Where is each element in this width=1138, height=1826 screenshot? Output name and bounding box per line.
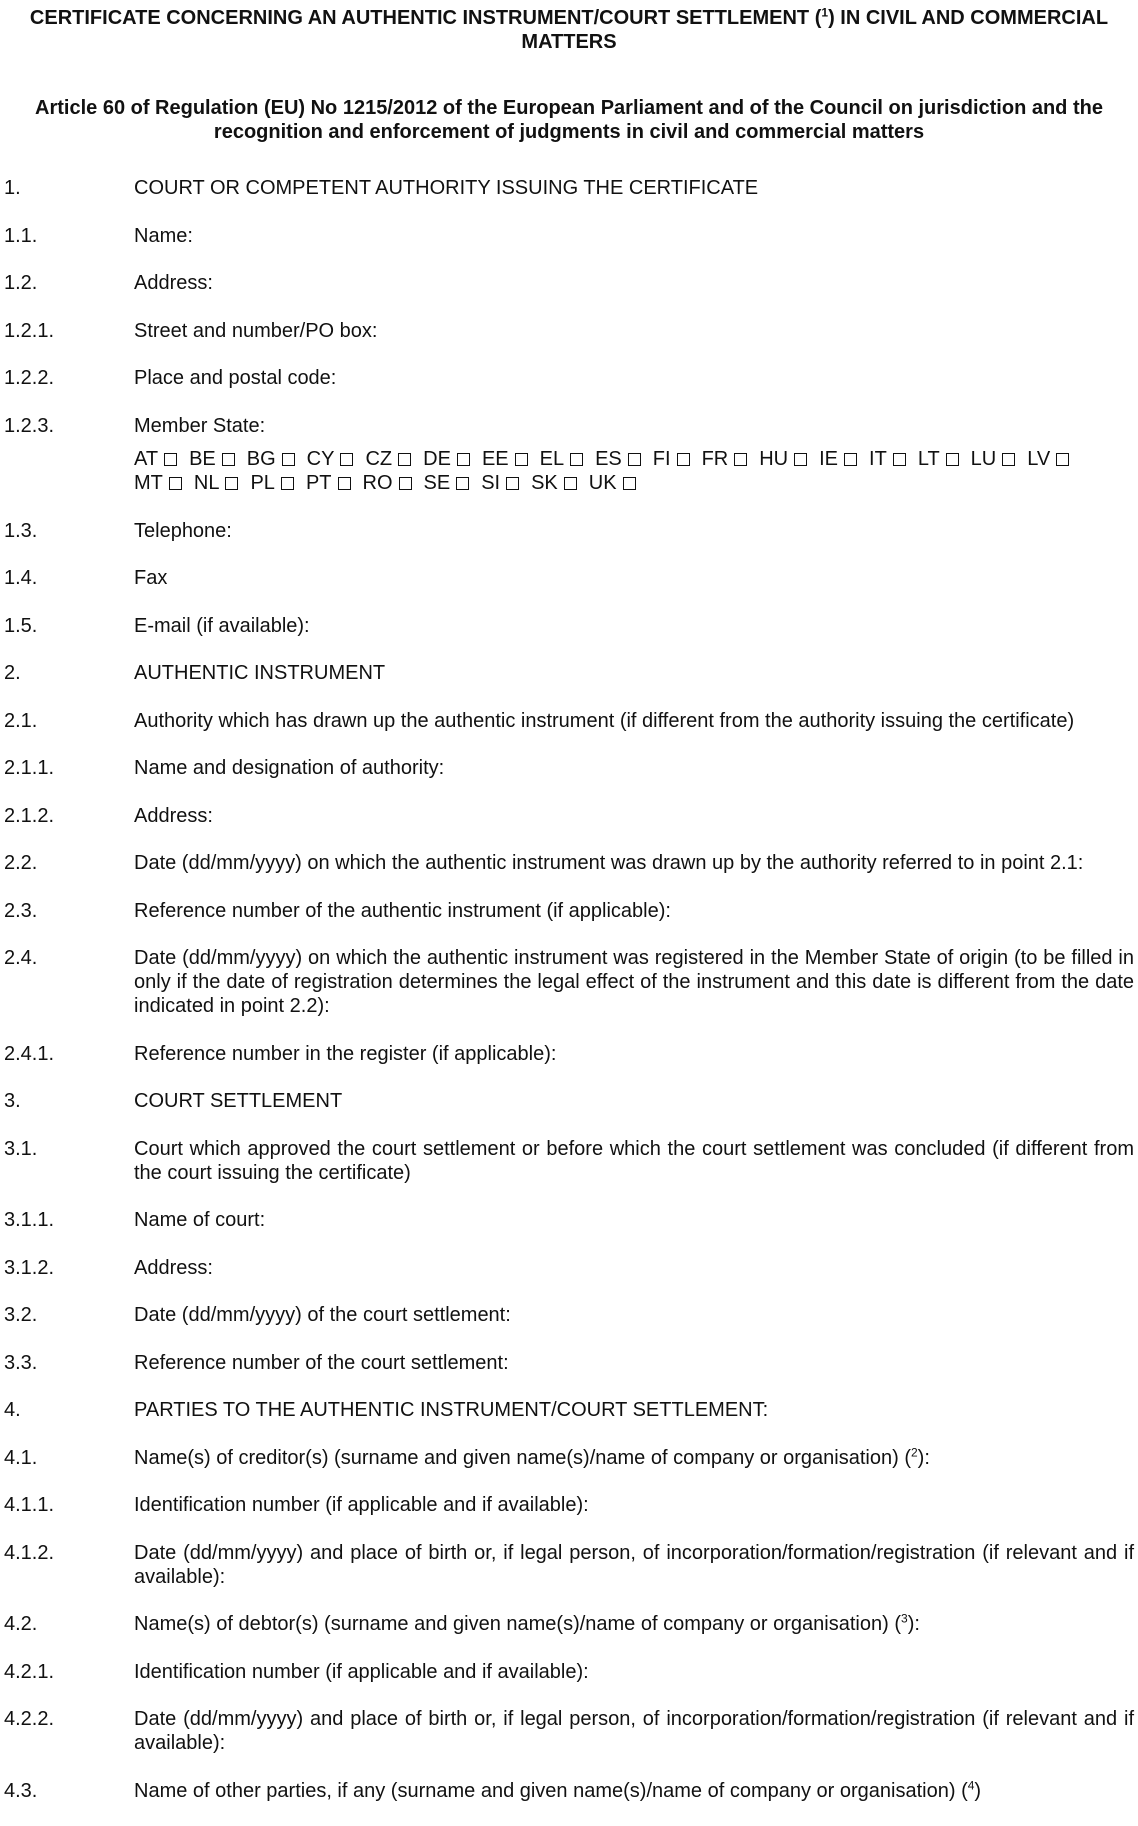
form-row <box>4 319 1134 343</box>
form-row <box>4 1541 1134 1589</box>
row-label <box>134 1137 1134 1185</box>
row-label-text: Name(s) of debtor(s) (surname and given name(s)/name of company or organisation) ( <box>134 1613 901 1635</box>
row-label-text: E-mail (if available): <box>134 614 310 637</box>
row-number: 1.2.1. <box>4 319 55 342</box>
row-number: 1.1. <box>4 224 38 247</box>
row-number: 1.2. <box>4 272 38 294</box>
checkbox-icon[interactable] <box>222 453 235 466</box>
row-label-text: Member State: <box>134 414 266 437</box>
row-label-text: Name: <box>134 224 193 247</box>
checkbox-icon[interactable] <box>456 477 469 490</box>
title-text-rest: ) IN CIVIL AND COMMERCIAL MATTERS <box>521 7 1109 53</box>
member-state-option[interactable] <box>595 447 649 471</box>
row-number: 1.4. <box>4 567 38 589</box>
row-number: 4.1.1. <box>4 1494 55 1516</box>
row-label-text: Telephone: <box>134 519 232 542</box>
row-label <box>134 1541 1134 1589</box>
row-number: 1. <box>4 177 21 199</box>
title-footnote-ref: 1 <box>821 5 829 20</box>
checkbox-icon[interactable] <box>844 453 857 466</box>
member-state-code: PL <box>250 472 275 494</box>
member-state-option[interactable] <box>531 471 585 495</box>
row-label <box>134 1351 1134 1375</box>
checkbox-icon[interactable] <box>628 453 641 466</box>
row-number: 4.3. <box>4 1779 38 1802</box>
form-row <box>4 1208 1134 1232</box>
member-state-option[interactable] <box>1027 447 1077 471</box>
row-label-text: PARTIES TO THE AUTHENTIC INSTRUMENT/COURT SETTLEMENT: <box>134 1399 769 1421</box>
member-state-option[interactable] <box>423 447 478 471</box>
checkbox-icon[interactable] <box>225 477 238 490</box>
member-state-option[interactable] <box>134 471 190 495</box>
row-label-text: Date (dd/mm/yyyy) of the court settlement: <box>134 1304 511 1326</box>
checkbox-icon[interactable] <box>564 477 577 490</box>
form-row <box>4 1089 1134 1113</box>
row-label <box>134 851 1134 875</box>
row-label-text: Court which approved the court settlement or before which the court settlement was concluded (if different from the court issuing the certificate) <box>134 1137 1134 1184</box>
checkbox-icon[interactable] <box>338 477 351 490</box>
form-row <box>4 1612 1134 1636</box>
row-number: 3.2. <box>4 1304 38 1326</box>
row-label-text: Reference number of the court settlement: <box>134 1351 509 1374</box>
row-number: 1.2.2. <box>4 367 55 389</box>
form-row <box>4 946 1134 1018</box>
row-label <box>134 1707 1134 1755</box>
member-state-option[interactable] <box>134 447 185 471</box>
member-state-code: BE <box>189 448 216 470</box>
row-number: 2.3. <box>4 899 38 922</box>
form-row <box>4 709 1134 733</box>
row-number: 4. <box>4 1399 21 1421</box>
member-state-option[interactable] <box>307 447 362 471</box>
row-label-tail: ): <box>907 1613 920 1635</box>
row-label <box>134 709 1134 733</box>
row-label <box>134 1256 1134 1280</box>
form-row <box>4 1351 1134 1375</box>
form-row <box>4 1303 1134 1327</box>
row-label <box>134 1208 1134 1232</box>
member-state-code: FI <box>652 448 671 470</box>
member-state-code: EE <box>481 448 509 470</box>
row-label <box>134 899 1134 923</box>
checkbox-icon[interactable] <box>506 477 519 490</box>
member-state-option[interactable] <box>918 447 967 471</box>
form-row <box>4 661 1134 685</box>
member-state-option[interactable] <box>702 447 756 471</box>
member-state-code: SE <box>423 472 451 494</box>
row-label <box>134 366 1134 390</box>
member-state-code: AT <box>134 448 159 470</box>
row-label-tail: ) <box>974 1779 982 1802</box>
row-number: 2.2. <box>4 852 38 874</box>
checkbox-icon[interactable] <box>399 477 412 490</box>
row-number: 3. <box>4 1090 21 1112</box>
row-label-text: Fax <box>134 567 168 589</box>
member-state-code: NL <box>193 472 220 494</box>
row-number: 2.4. <box>4 947 38 969</box>
row-label-text: COURT SETTLEMENT <box>134 1090 343 1112</box>
row-number: 4.2.2. <box>4 1708 55 1730</box>
row-label <box>134 661 1134 685</box>
form-row <box>4 756 1134 780</box>
member-state-option[interactable] <box>250 471 301 495</box>
member-state-code: MT <box>134 472 163 494</box>
member-state-code: CZ <box>365 448 393 470</box>
row-label <box>134 519 1134 543</box>
member-state-option[interactable] <box>189 447 243 471</box>
member-state-option[interactable] <box>247 447 303 471</box>
form-row <box>4 224 1134 248</box>
row-label <box>134 1446 1134 1470</box>
row-label <box>134 1779 1134 1803</box>
row-label-text: Date (dd/mm/yyyy) and place of birth or, if legal person, of incorporation/formation/registration (if relevant and if available): <box>134 1541 1134 1588</box>
checkbox-icon[interactable] <box>1002 453 1015 466</box>
row-label-text: Name of other parties, if any (surname and given name(s)/name of company or organisation) ( <box>134 1779 968 1802</box>
row-label <box>134 614 1134 638</box>
form-row <box>4 1137 1134 1185</box>
row-number: 2.1.2. <box>4 804 55 827</box>
row-label-text: Reference number of the authentic instrument (if applicable): <box>134 899 671 922</box>
member-state-option[interactable] <box>540 447 591 471</box>
form-row <box>4 366 1134 390</box>
row-label <box>134 414 1134 438</box>
row-number: 1.3. <box>4 519 38 542</box>
checkbox-icon[interactable] <box>946 453 959 466</box>
member-state-code: SK <box>531 472 558 494</box>
member-state-code: LU <box>970 448 997 470</box>
row-label-text: Name(s) of creditor(s) (surname and given name(s)/name of company or organisation) ( <box>134 1446 911 1469</box>
row-label <box>134 804 1134 828</box>
checkbox-icon[interactable] <box>398 453 411 466</box>
form-row <box>4 1779 1134 1803</box>
row-number: 4.1.2. <box>4 1541 55 1564</box>
row-label-text: Authority which has drawn up the authentic instrument (if different from the authority issuing the certificate) <box>134 709 1075 732</box>
checkbox-icon[interactable] <box>677 453 690 466</box>
checkbox-icon[interactable] <box>457 453 470 466</box>
member-state-code: ES <box>595 448 622 470</box>
row-label-text: Street and number/PO box: <box>134 319 378 342</box>
row-label-text: COURT OR COMPETENT AUTHORITY ISSUING THE CERTIFICATE <box>134 177 759 199</box>
form-row <box>4 614 1134 638</box>
row-label <box>134 1303 1134 1327</box>
member-state-option[interactable] <box>759 447 815 471</box>
member-state-code: FR <box>701 448 729 470</box>
checkbox-icon[interactable] <box>281 477 294 490</box>
title-text: CERTIFICATE CONCERNING AN AUTHENTIC INSTRUMENT/COURT SETTLEMENT ( <box>29 7 822 29</box>
form-fields <box>4 176 1134 1803</box>
form-row <box>4 1446 1134 1470</box>
row-label-text: Name and designation of authority: <box>134 757 445 779</box>
row-label-text: Date (dd/mm/yyyy) and place of birth or, if legal person, of incorporation/formation/registration (if relevant and if available): <box>134 1708 1134 1754</box>
member-state-code: UK <box>588 472 617 494</box>
form-row <box>4 1660 1134 1684</box>
member-state-option[interactable] <box>819 447 865 471</box>
member-state-code: LT <box>917 448 940 470</box>
footnote-ref: 4 <box>967 1777 975 1792</box>
row-label <box>134 224 1134 248</box>
certificate-page <box>4 6 1134 1826</box>
member-state-code: RO <box>362 472 393 494</box>
checkbox-icon[interactable] <box>282 453 295 466</box>
member-state-code: EL <box>539 448 565 470</box>
row-label-text: Date (dd/mm/yyyy) on which the authentic instrument was registered in the Member State of origin (to be filled in only if the date of registration determines the legal effect of the instrument and this date is different from the date indicated in point 2.2): <box>134 947 1134 1017</box>
row-label-text: Date (dd/mm/yyyy) on which the authentic instrument was drawn up by the authority referred to in point 2.1: <box>134 852 1084 874</box>
form-row <box>4 899 1134 923</box>
member-state-code: LV <box>1027 448 1051 470</box>
row-label-text: Name of court: <box>134 1209 266 1231</box>
member-state-option[interactable] <box>424 471 478 495</box>
row-label <box>134 271 1134 295</box>
member-state-code: DE <box>423 448 451 470</box>
form-row <box>4 1707 1134 1755</box>
form-row <box>4 1398 1134 1422</box>
member-state-code: IT <box>869 448 887 470</box>
row-label-text: Address: <box>134 804 213 827</box>
checkbox-icon[interactable] <box>893 453 906 466</box>
row-label-text: Reference number in the register (if applicable): <box>134 1042 557 1065</box>
member-state-option[interactable] <box>653 447 698 471</box>
row-number: 3.3. <box>4 1351 38 1374</box>
form-row <box>4 519 1134 543</box>
member-state-option[interactable] <box>481 471 527 495</box>
checkbox-icon[interactable] <box>340 453 353 466</box>
member-state-code: BG <box>246 448 276 470</box>
form-row <box>4 566 1134 590</box>
form-row <box>4 1493 1134 1517</box>
row-label <box>134 319 1134 343</box>
row-number: 4.2. <box>4 1613 38 1635</box>
row-number: 4.1. <box>4 1446 38 1469</box>
member-state-code: IE <box>819 448 839 470</box>
member-state-option[interactable] <box>365 447 419 471</box>
member-state-code: SI <box>481 472 501 494</box>
member-state-code: CY <box>306 448 335 470</box>
row-label <box>134 1089 1134 1113</box>
checkbox-icon[interactable] <box>1056 453 1069 466</box>
row-label-text: Identification number (if applicable and if available): <box>134 1660 589 1683</box>
row-number: 1.5. <box>4 614 38 637</box>
footnote-ref: 3 <box>901 1611 908 1626</box>
member-state-option[interactable] <box>306 471 359 495</box>
row-label-text: AUTHENTIC INSTRUMENT <box>134 662 386 684</box>
member-state-option[interactable] <box>482 447 536 471</box>
checkbox-icon[interactable] <box>515 453 528 466</box>
row-label <box>134 1042 1134 1066</box>
row-label-text: Address: <box>134 1256 213 1279</box>
row-number: 2.4.1. <box>4 1042 55 1065</box>
row-label-text: Place and postal code: <box>134 367 337 389</box>
checkbox-icon[interactable] <box>169 477 182 490</box>
row-label <box>134 756 1134 780</box>
document-title <box>4 6 1134 54</box>
checkbox-icon[interactable] <box>570 453 583 466</box>
row-number: 1.2.3. <box>4 414 55 437</box>
member-state-option[interactable] <box>971 447 1024 471</box>
form-row <box>4 851 1134 875</box>
member-state-option[interactable] <box>589 471 644 495</box>
row-number: 3.1. <box>4 1137 38 1160</box>
footnote-ref: 2 <box>910 1444 918 1459</box>
form-row <box>4 176 1134 200</box>
member-state-checkboxes <box>134 447 1134 495</box>
member-state-option[interactable] <box>363 471 420 495</box>
row-label <box>134 1493 1134 1517</box>
checkbox-icon[interactable] <box>794 453 807 466</box>
row-label <box>134 176 1134 200</box>
row-label-text: Address: <box>134 272 213 294</box>
checkbox-icon[interactable] <box>734 453 747 466</box>
row-number: 2.1. <box>4 709 38 732</box>
row-label-tail: ): <box>917 1446 930 1469</box>
member-state-code: HU <box>759 448 789 470</box>
row-number: 3.1.2. <box>4 1256 55 1279</box>
form-row <box>4 271 1134 295</box>
row-label <box>134 566 1134 590</box>
member-state-code: PT <box>305 472 332 494</box>
checkbox-icon[interactable] <box>623 477 636 490</box>
form-row <box>4 1042 1134 1066</box>
row-number: 2. <box>4 662 21 684</box>
row-label <box>134 946 1134 1018</box>
row-label <box>134 1660 1134 1684</box>
row-number: 2.1.1. <box>4 757 55 779</box>
form-row <box>4 1256 1134 1280</box>
form-row <box>4 804 1134 828</box>
row-number: 4.2.1. <box>4 1660 55 1683</box>
form-row <box>4 414 1134 438</box>
row-label-text: Identification number (if applicable and if available): <box>134 1494 589 1516</box>
row-number: 3.1.1. <box>4 1209 55 1231</box>
member-state-option[interactable] <box>194 471 247 495</box>
member-state-option[interactable] <box>869 447 914 471</box>
document-subtitle: Article 60 of Regulation (EU) No 1215/2012 of the European Parliament and of the Council on jurisdiction and the recognition and enforcement of judgments in civil and commercial matters <box>35 97 1103 143</box>
row-label <box>134 1612 1134 1636</box>
row-label <box>134 1398 1134 1422</box>
checkbox-icon[interactable] <box>164 453 177 466</box>
